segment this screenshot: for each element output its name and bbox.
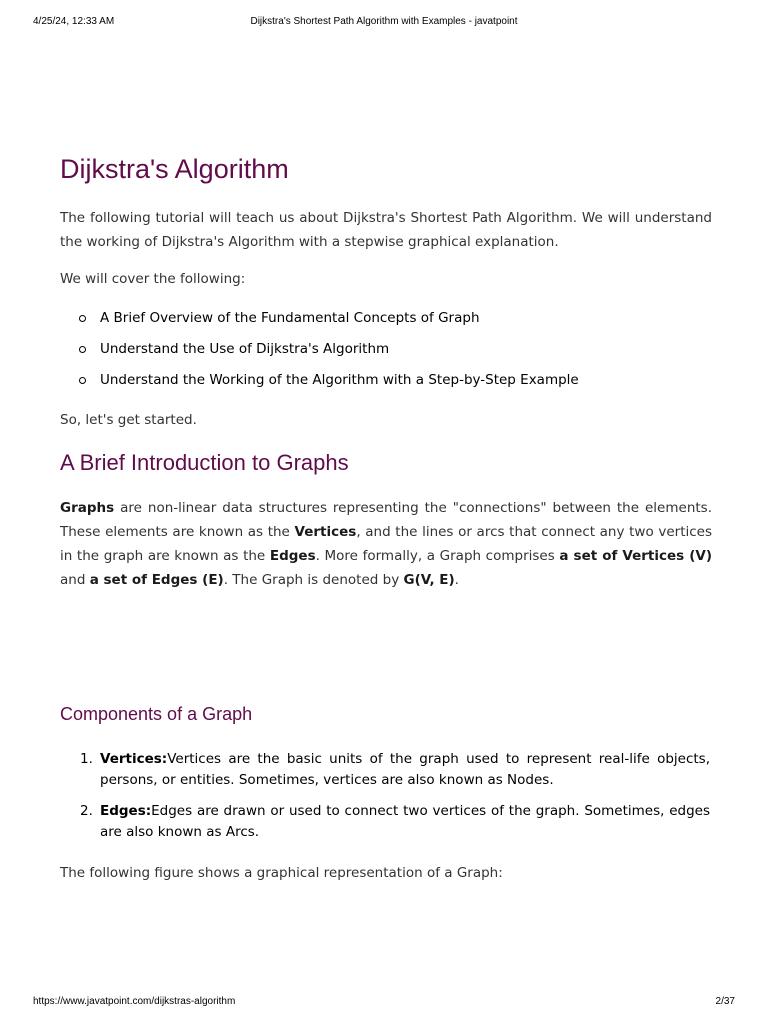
intro-paragraph: The following tutorial will teach us about Dijkstra's Shortest Path Algorithm. We will understand the working of Dijkstra's Algorithm with a stepwise graphical explanation. xyxy=(60,210,712,250)
list-item xyxy=(60,801,710,843)
page-url: https://www.javatpoint.com/dijkstras-algorithm xyxy=(33,996,236,1007)
list-item xyxy=(60,370,712,401)
print-footer xyxy=(33,996,735,1010)
figure-lead: The following figure shows a graphical representation of a Graph: xyxy=(60,865,503,881)
list-number: 1. xyxy=(80,751,93,767)
hollow-bullet-icon xyxy=(79,377,86,384)
term-vertices: Vertices xyxy=(294,524,357,540)
list-item xyxy=(60,749,710,791)
term-edges: Edges xyxy=(269,548,316,564)
list-item-text: Understand the Working of the Algorithm with a Step-by-Step Example xyxy=(100,372,579,388)
graphs-heading: A Brief Introduction to Graphs xyxy=(60,450,349,475)
list-item-text: A Brief Overview of the Fundamental Concepts of Graph xyxy=(100,310,480,326)
component-text: Vertices are the basic units of the graph used to represent real-life objects, persons, or entities. Sometimes, vertices are also known as Nodes. xyxy=(100,751,710,788)
component-term: Edges: xyxy=(100,803,152,819)
components-list xyxy=(60,749,710,853)
list-item-text: Understand the Use of Dijkstra's Algorithm xyxy=(100,341,390,357)
started-paragraph: So, let's get started. xyxy=(60,412,197,428)
cover-list xyxy=(60,308,712,401)
graphs-paragraph: Graphs are non-linear data structures representing the "connections" between the elements. These elements are known as the Vertices, and the lines or arcs that connect any two vertices in the graph are known as the Edges. More formally, a Graph comprises a set of Vertices (V) and a set of Edges (E). The Graph is denoted by G(V, E). xyxy=(60,500,712,588)
list-item xyxy=(60,339,712,370)
components-heading: Components of a Graph xyxy=(60,704,253,724)
component-text: Edges are drawn or used to connect two vertices of the graph. Sometimes, edges are also known as Arcs. xyxy=(100,803,710,840)
term-graphs: Graphs xyxy=(60,500,115,516)
article-title: Dijkstra's Algorithm xyxy=(60,154,289,184)
component-term: Vertices: xyxy=(100,751,168,767)
cover-lead: We will cover the following: xyxy=(60,271,246,287)
print-header xyxy=(33,16,735,30)
page-number: 2/37 xyxy=(715,996,735,1007)
hollow-bullet-icon xyxy=(79,315,86,322)
term-set-of-vertices: a set of Vertices (V) xyxy=(559,548,712,564)
list-number: 2. xyxy=(80,803,93,819)
list-item xyxy=(60,308,712,339)
print-page-title: Dijkstra's Shortest Path Algorithm with Examples - javatpoint xyxy=(250,16,518,27)
print-datetime: 4/25/24, 12:33 AM xyxy=(33,16,115,27)
term-gve: G(V, E) xyxy=(403,572,455,588)
term-set-of-edges: a set of Edges (E) xyxy=(89,572,224,588)
hollow-bullet-icon xyxy=(79,346,86,353)
